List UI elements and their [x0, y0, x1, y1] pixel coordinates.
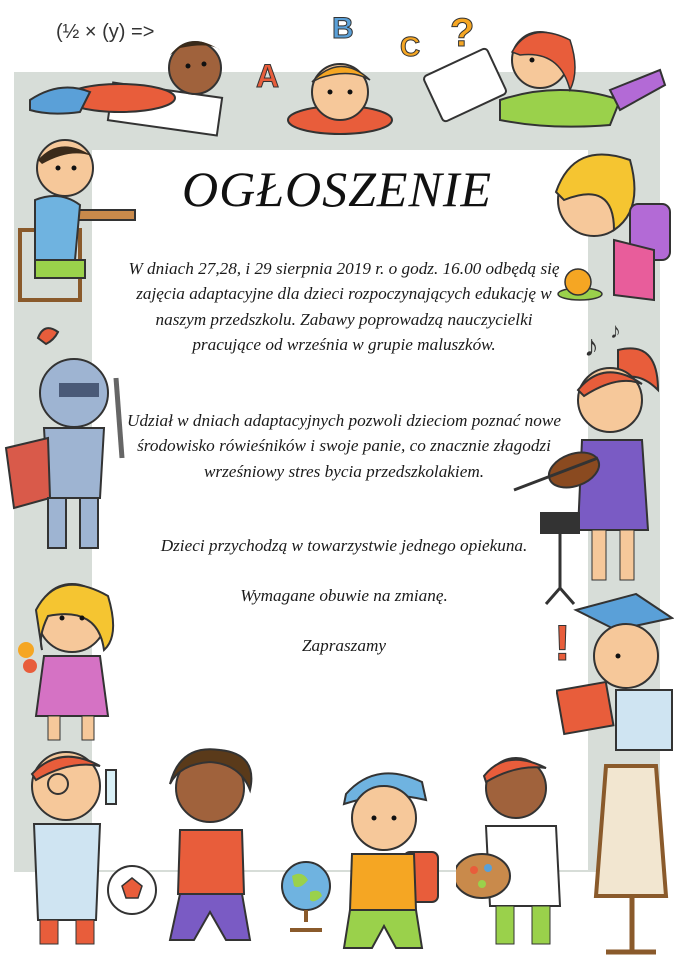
girl-laptop-illustration: [420, 10, 670, 140]
artist-easel-illustration: [456, 746, 674, 956]
letter-c: C: [400, 31, 421, 62]
notice-paragraph-schedule: W dniach 27,28, i 29 sierpnia 2019 r. o godz. 16.00 odbędą się zajęcia adaptacyjne dla dzieci rozpoczynających edukację w naszym przedszkolu. Zabawy poprowadzą nauczycielki pracujące od września w grupie maluszków.: [128, 259, 560, 355]
knight-illustration: [4, 318, 134, 568]
graduate-boy-reading-illustration: [556, 590, 674, 760]
letter-a: A: [256, 58, 280, 94]
letter-b: B: [332, 12, 354, 45]
boy-drawing-illustration: [20, 20, 250, 140]
notice-paragraph-benefits: Udział w dniach adaptacyjnych pozwoli dzieciom poznać nowe środowisko rówieśników i swoje panie, co znacznie złagodzi wrześniowy stres bycia przedszkolakiem.: [127, 411, 561, 481]
boy-lying-illustration: [280, 30, 400, 140]
girl-flowers-illustration: [8, 566, 128, 746]
svg-text:♪: ♪: [584, 330, 599, 363]
notice-paragraph-guardian: Dzieci przychodzą w towarzystwie jednego opiekuna.: [160, 536, 528, 555]
exclamation-mark: !: [554, 615, 571, 670]
math-formula-text: (½ × (y) =>: [56, 21, 155, 43]
notice-paragraph-footwear: Wymagane obuwie na zmianę.: [240, 586, 448, 605]
notice-closing: Zapraszamy: [301, 636, 387, 655]
notice-title: OGŁOSZENIE: [181, 161, 493, 217]
svg-text:♪: ♪: [610, 318, 621, 343]
question-mark: ?: [450, 11, 475, 55]
boy-backpack-illustration: [326, 760, 446, 956]
scientist-boy-illustration: [10, 740, 130, 950]
boy-walking-illustration: [150, 744, 270, 954]
